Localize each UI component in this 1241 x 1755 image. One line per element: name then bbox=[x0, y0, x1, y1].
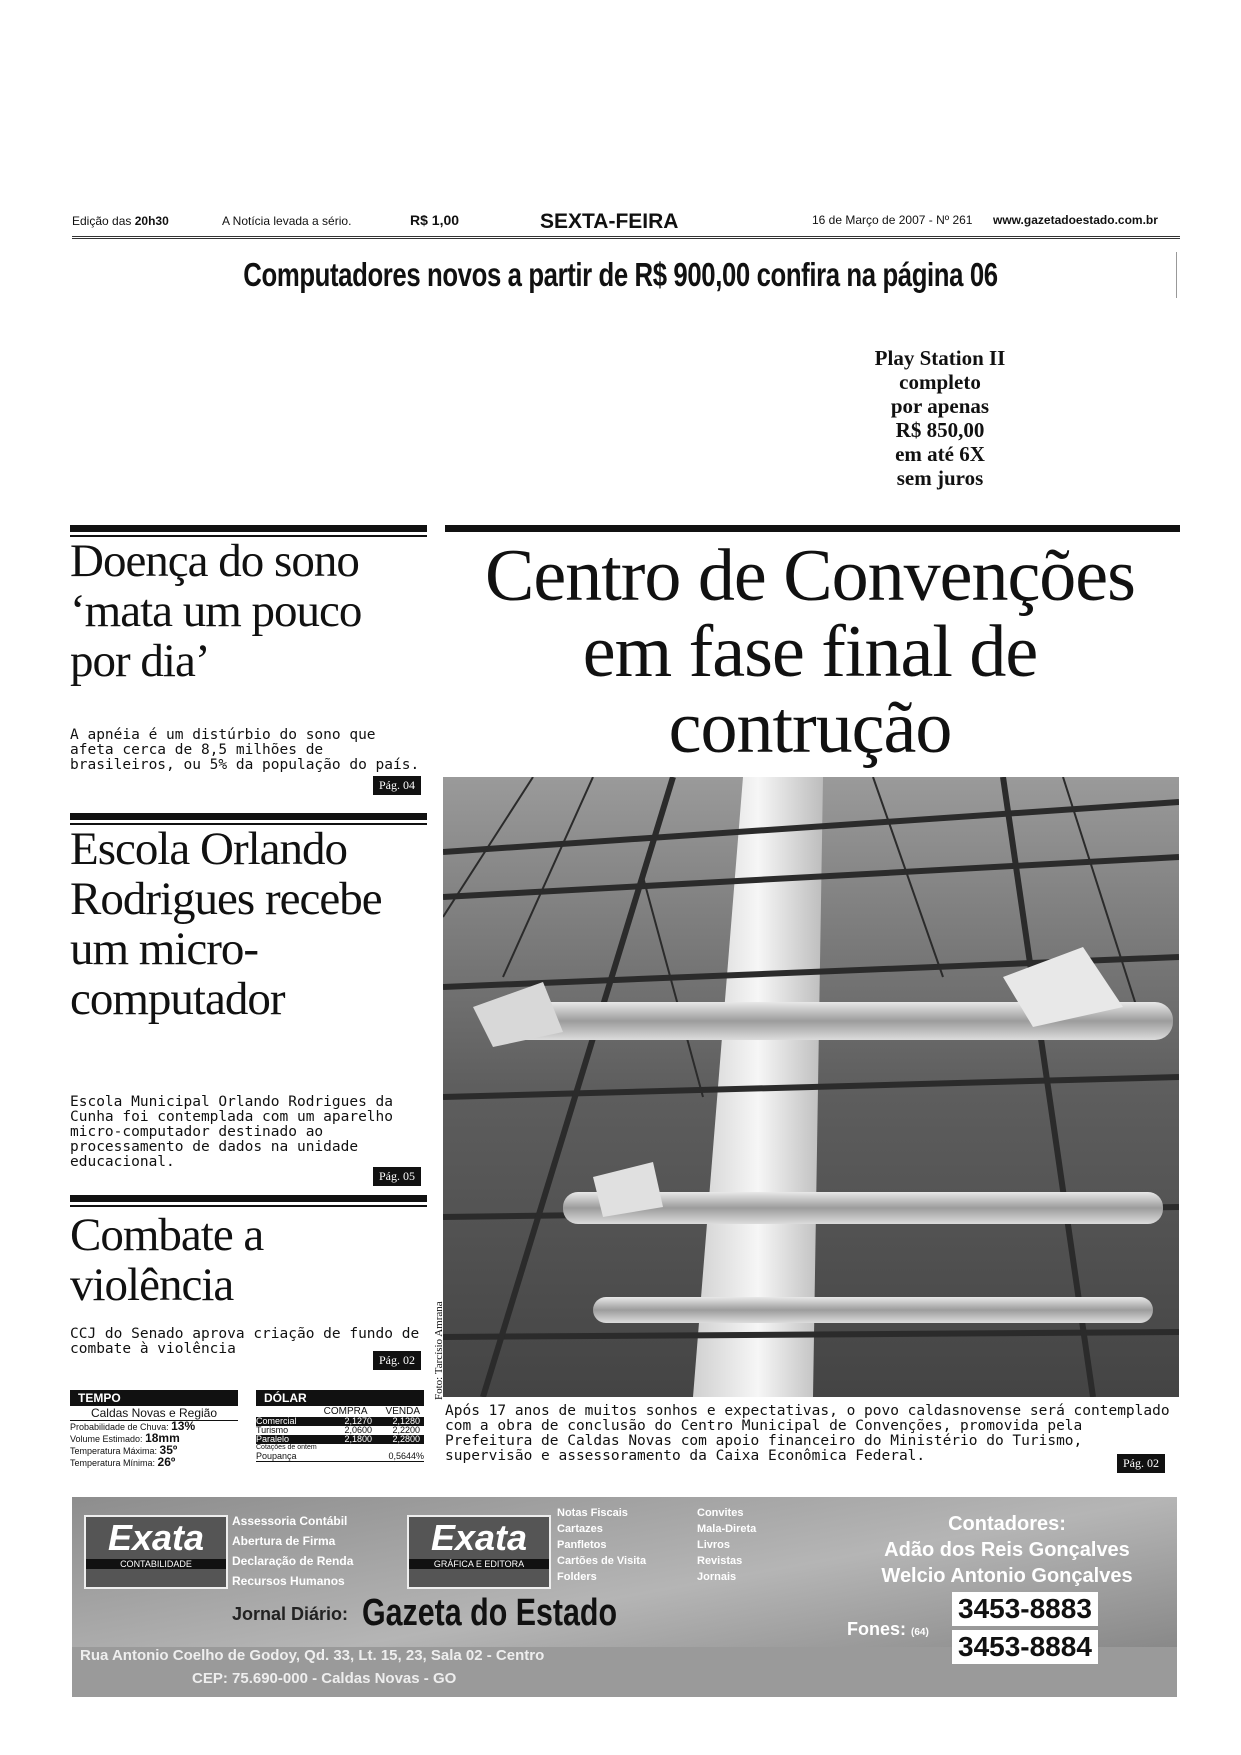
edition-label: Edição das bbox=[72, 214, 132, 228]
ad-service: Cartazes bbox=[557, 1523, 603, 1535]
dollar-title: DÓLAR bbox=[256, 1390, 424, 1406]
convention-center-photo bbox=[443, 777, 1179, 1397]
masthead-rule-2 bbox=[72, 238, 1180, 239]
ad-service: Livros bbox=[697, 1539, 731, 1551]
price: R$ 1,00 bbox=[410, 212, 460, 228]
promo-line: sem juros bbox=[896, 466, 984, 490]
promo-line: por apenas bbox=[890, 394, 990, 418]
phones-label-text: Fones: bbox=[847, 1619, 907, 1639]
rate-sell: 2,2200 bbox=[392, 1425, 420, 1435]
playstation-promo bbox=[820, 346, 1060, 490]
ad-service: Jornais bbox=[697, 1571, 737, 1583]
date-issue: 16 de Março de 2007 - Nº 261 bbox=[812, 213, 973, 227]
weather-row bbox=[70, 1457, 238, 1469]
accountants-title: Contadores: bbox=[948, 1513, 1066, 1535]
ad-service: Cartões de Visita bbox=[557, 1555, 647, 1567]
page-ref[interactable]: Pág. 02 bbox=[373, 1351, 421, 1370]
ad-address-2: CEP: 75.690-000 - Caldas Novas - GO bbox=[192, 1670, 457, 1687]
story-rule bbox=[70, 525, 427, 532]
accountant-name: Welcio Antonio Gonçalves bbox=[881, 1565, 1133, 1587]
weather-value: 26º bbox=[157, 1455, 176, 1469]
story-text-violence: CCJ do Senado aprova criação de fundo de combate à violência bbox=[70, 1326, 420, 1357]
ad-service: Abertura de Firma bbox=[232, 1534, 336, 1548]
ad-services-1 bbox=[232, 1511, 353, 1591]
weather-box bbox=[70, 1390, 238, 1469]
weekday: SEXTA-FEIRA bbox=[540, 210, 679, 233]
main-story-text: Após 17 anos de muitos sonhos e expectativas, o povo caldasnovense será contemplado com a obra de conclusão do Centro Municipal de Convenções, promovida pela Prefeitura de Caldas Novas com apoio financeiro do Ministério do Turismo, supervisão e assessoramento da Caixa Econômica Federal. bbox=[445, 1403, 1170, 1464]
savings-row bbox=[256, 1451, 424, 1462]
story-rule-thin bbox=[70, 1205, 427, 1207]
promo-line: em até 6X bbox=[895, 442, 985, 466]
weather-value: 35º bbox=[159, 1443, 178, 1457]
exata-logo-sub: CONTABILIDADE bbox=[86, 1559, 226, 1569]
weather-label: Temperatura Mínima: bbox=[70, 1458, 156, 1468]
main-story-rule bbox=[445, 525, 1180, 532]
dollar-row bbox=[256, 1435, 424, 1444]
newspaper-name: Gazeta do Estado bbox=[362, 1592, 618, 1634]
story-rule bbox=[70, 813, 427, 820]
promo-banner: Computadores novos a partir de R$ 900,00 confira na página 06 bbox=[243, 256, 998, 293]
weather-title: TEMPO bbox=[70, 1390, 238, 1406]
ad-service: Declaração de Renda bbox=[232, 1554, 354, 1568]
weather-label: Temperatura Máxima: bbox=[70, 1446, 158, 1456]
weather-row bbox=[70, 1433, 238, 1445]
page-ref[interactable]: Pág. 05 bbox=[373, 1167, 421, 1186]
savings-value: 0,5644% bbox=[388, 1451, 424, 1461]
exata-logo-text: Exata bbox=[430, 1517, 528, 1558]
exata-logo-1 bbox=[84, 1515, 228, 1589]
slogan: A Notícia levada a sério. bbox=[222, 214, 352, 228]
weather-rows bbox=[70, 1421, 238, 1469]
edition-time: 20h30 bbox=[134, 214, 169, 228]
ad-service: Folders bbox=[557, 1571, 597, 1583]
ad-address-1: Rua Antonio Coelho de Godoy, Qd. 33, Lt. 15, 23, Sala 02 - Centro bbox=[80, 1647, 545, 1664]
rate-buy: 2,1800 bbox=[344, 1434, 372, 1444]
area-code: (64) bbox=[911, 1627, 929, 1638]
ad-services-2 bbox=[557, 1505, 646, 1585]
ad-services-3 bbox=[697, 1505, 756, 1585]
weather-row bbox=[70, 1445, 238, 1457]
phone-numbers bbox=[952, 1592, 1098, 1664]
story-headline-violence[interactable]: Combate a violência bbox=[70, 1209, 264, 1311]
ad-service: Revistas bbox=[697, 1555, 743, 1567]
savings-label: Poupança bbox=[256, 1451, 297, 1461]
phones-label bbox=[847, 1619, 929, 1640]
page-ref[interactable]: Pág. 02 bbox=[1117, 1454, 1165, 1473]
story-rule bbox=[70, 1195, 427, 1202]
story-headline-sleep[interactable]: Doença do sono ‘mata um pouco por dia’ bbox=[70, 535, 362, 687]
weather-value: 18mm bbox=[145, 1431, 180, 1445]
ad-service: Convites bbox=[697, 1507, 744, 1519]
rate-label: Paralelo bbox=[256, 1434, 290, 1444]
promo-line: R$ 850,00 bbox=[895, 418, 985, 442]
rate-buy: 2,0600 bbox=[344, 1425, 372, 1435]
rate-label: Comercial bbox=[256, 1416, 297, 1426]
weather-label: Volume Estimado: bbox=[70, 1434, 143, 1444]
ad-service: Mala-Direta bbox=[697, 1523, 757, 1535]
dollar-box bbox=[256, 1390, 424, 1462]
col-buy: COMPRA bbox=[323, 1406, 368, 1417]
dollar-note: Cotações de ontem bbox=[256, 1444, 317, 1451]
ad-service: Panfletos bbox=[557, 1539, 607, 1551]
ad-service: Notas Fiscais bbox=[557, 1507, 628, 1519]
weather-value: 13% bbox=[171, 1419, 196, 1433]
ad-service: Recursos Humanos bbox=[232, 1574, 345, 1588]
phone-number: 3453-8883 bbox=[952, 1592, 1098, 1626]
ad-accountants bbox=[847, 1511, 1167, 1589]
page-ref[interactable]: Pág. 04 bbox=[373, 776, 421, 795]
edition-info bbox=[72, 214, 169, 236]
weather-region: Caldas Novas e Região bbox=[70, 1406, 238, 1421]
rate-label: Turismo bbox=[256, 1425, 289, 1435]
exata-logo-2 bbox=[407, 1515, 551, 1589]
exata-logo-sub: GRÁFICA E EDITORA bbox=[409, 1559, 549, 1569]
rate-sell: 2,1280 bbox=[392, 1416, 420, 1426]
exata-logo-text: Exata bbox=[107, 1517, 205, 1558]
exata-advertisement bbox=[72, 1497, 1177, 1697]
rate-buy: 2,1270 bbox=[344, 1416, 372, 1426]
ad-service: Assessoria Contábil bbox=[232, 1514, 348, 1528]
story-headline-school[interactable]: Escola Orlando Rodrigues recebe um micro-computador bbox=[70, 823, 382, 1025]
website-link[interactable]: www.gazetadoestado.com.br bbox=[993, 213, 1158, 227]
weather-label: Probabilidade de Chuva: bbox=[70, 1422, 169, 1432]
phone-number: 3453-8884 bbox=[952, 1630, 1098, 1664]
photo-credit: Foto: Tarcísio Amrana bbox=[433, 1301, 445, 1400]
promo-line: completo bbox=[899, 370, 981, 394]
promo-line: Play Station II bbox=[874, 346, 1006, 370]
col-sell: VENDA bbox=[385, 1406, 420, 1417]
story-text-sleep: A apnéia é um distúrbio do sono que afeta cerca de 8,5 milhões de brasileiros, ou 5% da população do país. bbox=[70, 727, 420, 773]
dollar-rows bbox=[256, 1417, 424, 1444]
rate-sell: 2,2800 bbox=[392, 1434, 420, 1444]
promo-divider bbox=[1176, 252, 1177, 298]
accountant-name: Adão dos Reis Gonçalves bbox=[884, 1539, 1130, 1561]
masthead-rule bbox=[72, 236, 1180, 237]
newspaper-label: Jornal Diário: bbox=[232, 1604, 349, 1624]
story-text-school: Escola Municipal Orlando Rodrigues da Cunha foi contemplada com um aparelho micro-computador destinado ao processamento de dados na unidade educacional. bbox=[70, 1094, 394, 1170]
main-headline[interactable]: Centro de Convenções em fase final de contrução bbox=[485, 535, 1135, 769]
